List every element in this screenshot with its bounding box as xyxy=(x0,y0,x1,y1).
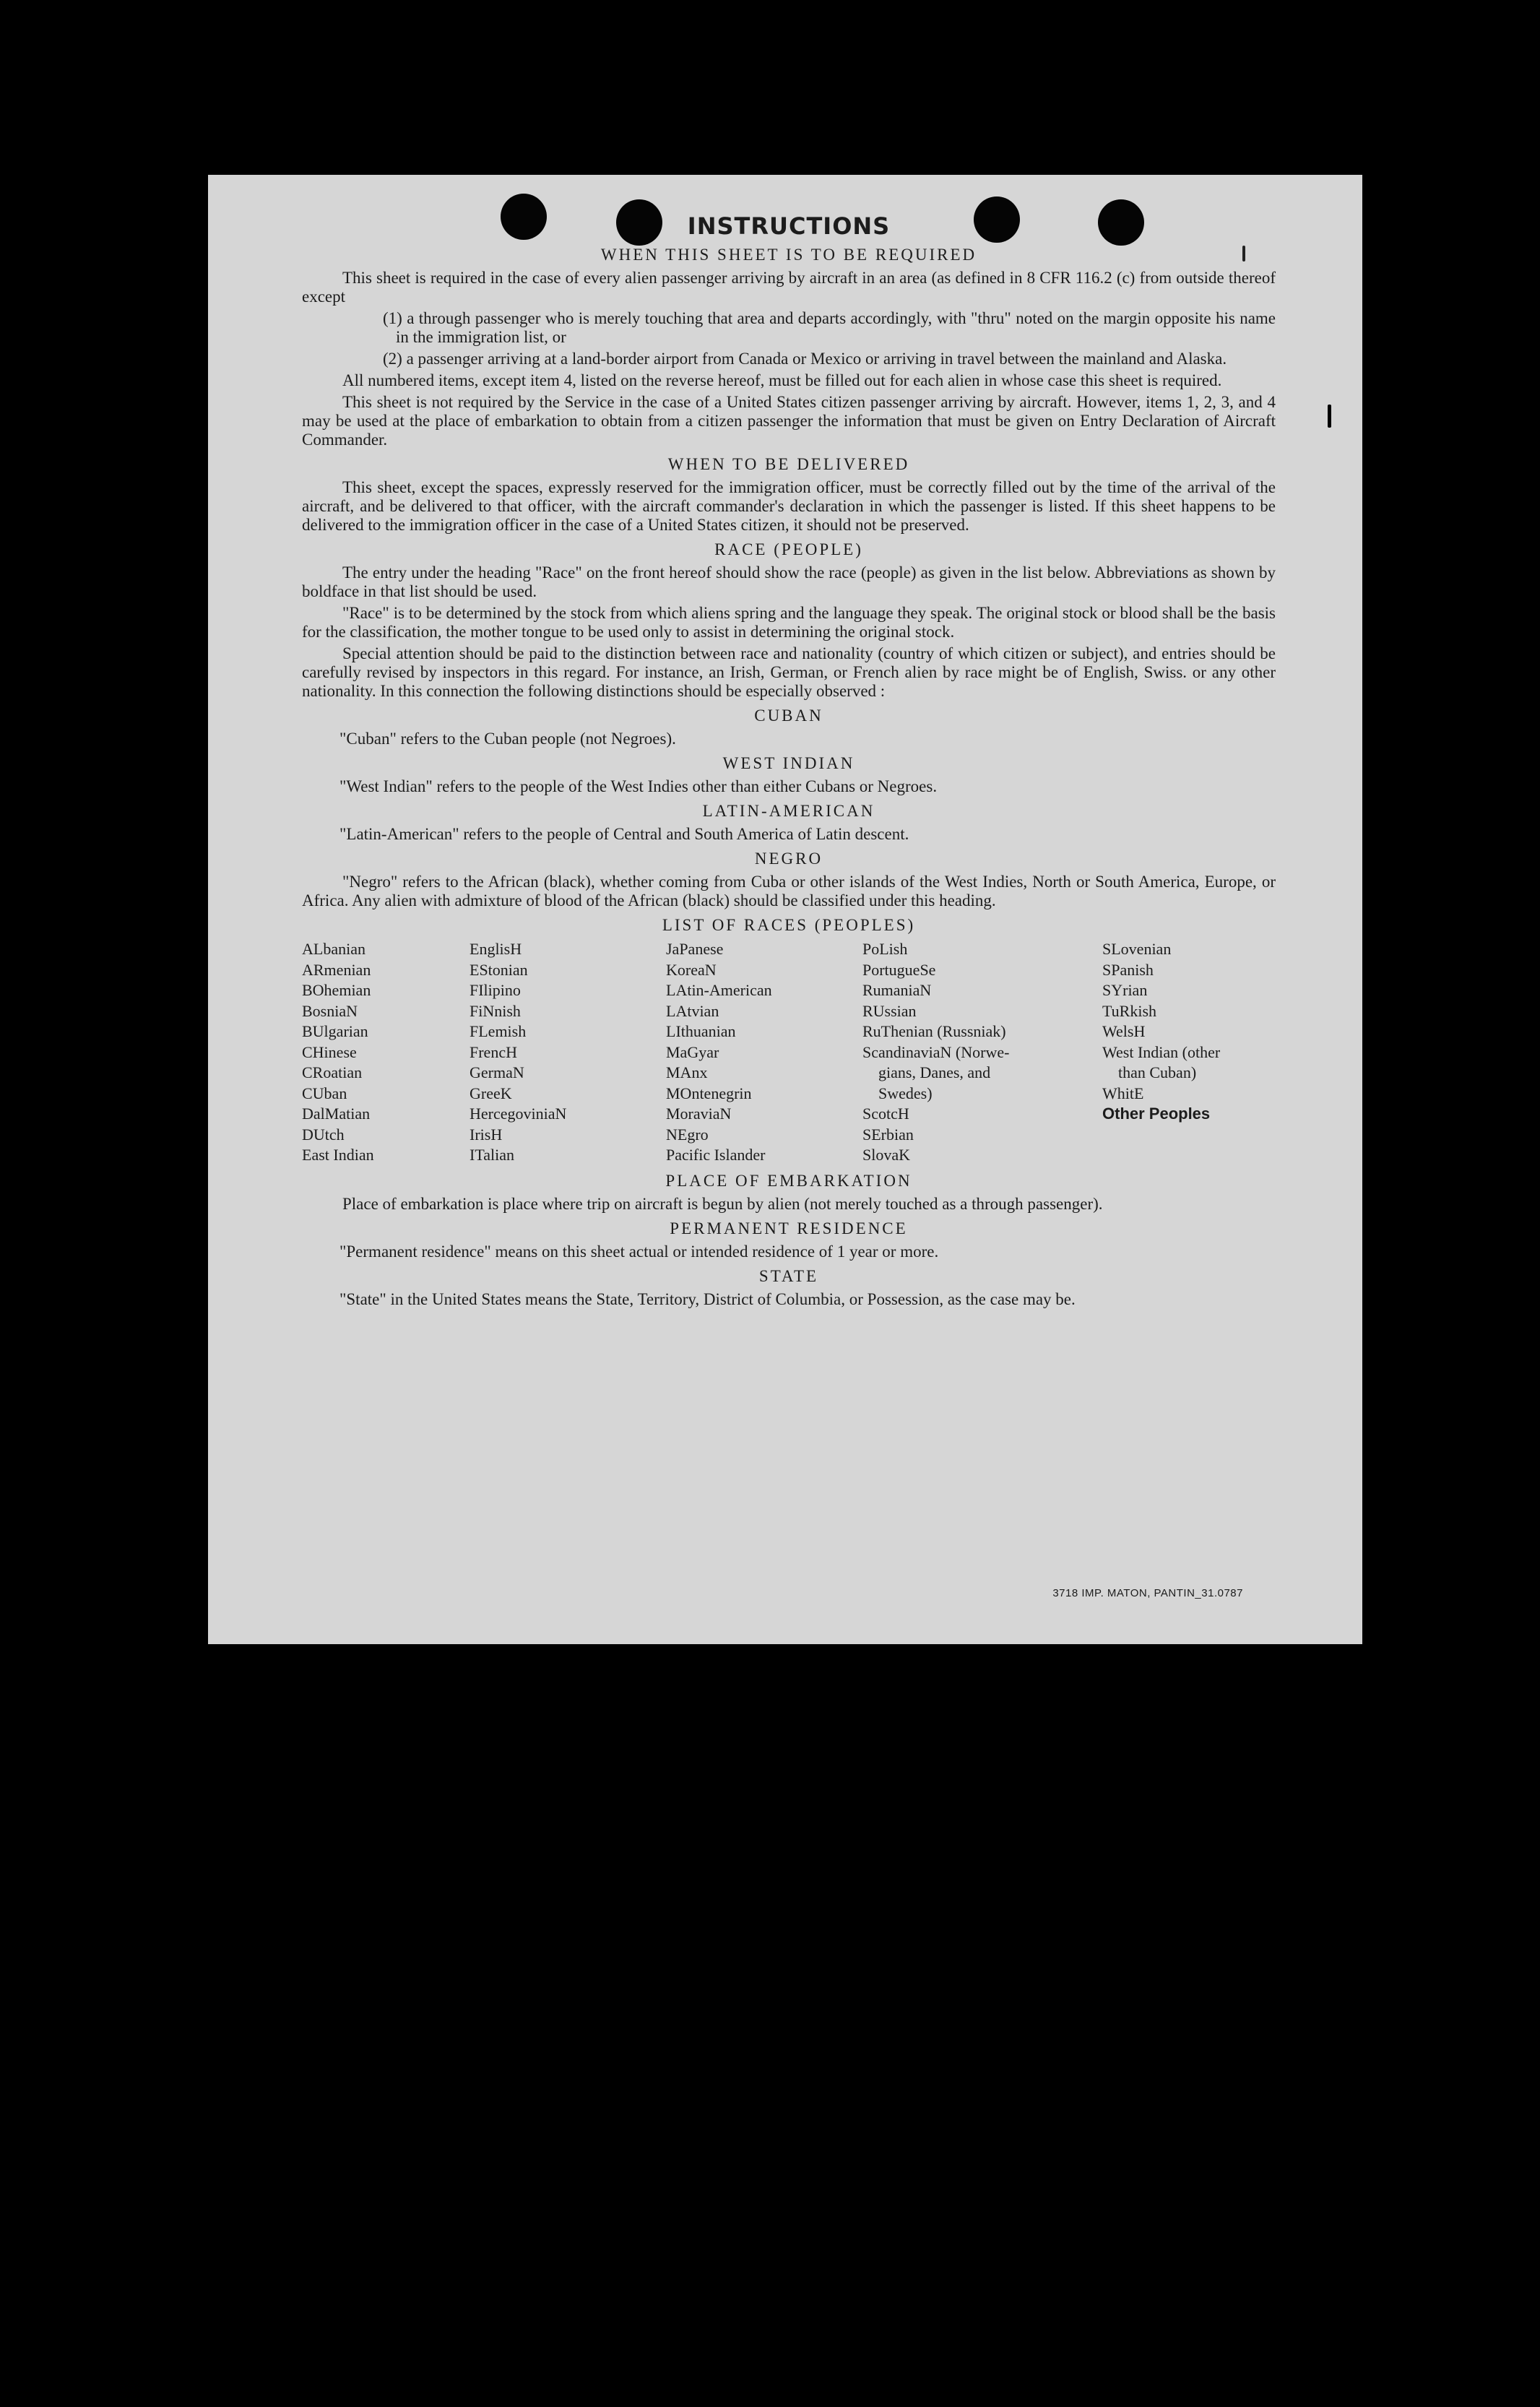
race-entry: RumaniaN xyxy=(862,981,932,999)
races-column xyxy=(1102,939,1276,1166)
paragraph: "Permanent residence" means on this sheet actual or intended residence of 1 year or more. xyxy=(339,1242,939,1261)
paragraph: This sheet is not required by the Service in the case of a United States citizen passenger arriving by aircraft. However, items 1, 2, 3, and 4 may be used at the place of embarkation to obtain from a citizen passenger the information that must be given on Entry Declaration of Aircraft Commander. xyxy=(302,393,1276,449)
race-entry: Other Peoples xyxy=(1102,1105,1211,1123)
race-entry: SlovaK xyxy=(862,1146,910,1164)
race-entry: DalMatian xyxy=(302,1105,371,1123)
section-heading-state: STATE xyxy=(758,1266,819,1285)
race-entry: IrisH xyxy=(470,1125,503,1144)
race-entry: ScotcH xyxy=(862,1105,909,1123)
race-entry: DUtch xyxy=(302,1125,345,1144)
race-entry: FIlipino xyxy=(470,981,521,999)
paragraph: This sheet is required in the case of every alien passenger arriving by aircraft in an area (as defined in 8 CFR 116.2 (c) from outside thereof except xyxy=(302,269,1276,306)
race-entry: BUlgarian xyxy=(302,1022,368,1040)
race-entry: EStonian xyxy=(470,960,528,979)
paragraph: "State" in the United States means the State, Territory, District of Columbia, or Possession, as the case may be. xyxy=(339,1289,1076,1308)
race-entry: WelsH xyxy=(1102,1022,1146,1040)
race-entry: GreeK xyxy=(470,1084,512,1102)
race-entry: CRoatian xyxy=(302,1063,363,1081)
race-entry: GermaN xyxy=(470,1063,524,1081)
paragraph: "West Indian" refers to the people of the West Indies other than either Cubans or Negroes. xyxy=(339,777,938,795)
race-entry: PortugueSe xyxy=(862,960,936,979)
punch-hole xyxy=(1098,199,1144,246)
instruction-sheet xyxy=(208,175,1362,1644)
race-entry: CHinese xyxy=(302,1042,357,1061)
race-entry: gians, Danes, and xyxy=(862,1063,991,1081)
races-table xyxy=(302,939,1276,1166)
race-entry: NEgro xyxy=(666,1125,709,1144)
race-entry: FiNnish xyxy=(470,1001,521,1020)
race-entry: KoreaN xyxy=(666,960,717,979)
paragraph: Place of embarkation is place where trip on aircraft is begun by alien (not merely touched as a through passenger). xyxy=(342,1194,1103,1213)
race-entry: than Cuban) xyxy=(1102,1063,1197,1081)
section-heading-latin-american: LATIN-AMERICAN xyxy=(702,802,875,820)
paragraph: "Latin-American" refers to the people of Central and South America of Latin descent. xyxy=(339,825,909,843)
race-entry: SYrian xyxy=(1102,981,1148,999)
paragraph: "Cuban" refers to the Cuban people (not Negroes). xyxy=(339,730,676,748)
race-entry: MaGyar xyxy=(666,1042,719,1061)
race-entry: MoraviaN xyxy=(666,1105,732,1123)
paragraph: "Negro" refers to the African (black), whether coming from Cuba or other islands of the West Indies, North or South America, Europe, or Africa. Any alien with admixture of blood of the African (black) should be classified under this heading. xyxy=(302,873,1276,909)
section-heading-when-delivered: WHEN TO BE DELIVERED xyxy=(667,455,910,473)
section-heading-west-indian: WEST INDIAN xyxy=(722,754,855,772)
races-column xyxy=(666,939,839,1166)
section-heading-residence: PERMANENT RESIDENCE xyxy=(670,1219,908,1237)
page-title: INSTRUCTIONS xyxy=(687,212,891,240)
paragraph: Special attention should be paid to the distinction between race and nationality (country of which citizen or subject), and entries should be carefully revised by inspectors in this regard. For instance, an Irish, German, or French alien by race might be of English, Swiss. or any other nationality. In this connection the following distinctions should be especially observed : xyxy=(302,644,1276,700)
race-entry: West Indian (other xyxy=(1102,1042,1221,1061)
race-entry: ScandinaviaN (Norwe- xyxy=(862,1042,1010,1061)
race-entry: ALbanian xyxy=(302,940,365,958)
race-entry: EnglisH xyxy=(470,940,522,958)
page-speck xyxy=(1328,405,1331,428)
paragraph: All numbered items, except item 4, listed on the reverse hereof, must be filled out for each alien in whose case this sheet is required. xyxy=(342,371,1222,389)
punch-hole xyxy=(974,196,1020,243)
punch-hole xyxy=(501,194,547,240)
race-entry: WhitE xyxy=(1102,1084,1144,1102)
race-entry: BOhemian xyxy=(302,981,371,999)
race-entry: LAtin-American xyxy=(666,981,772,999)
list-item: (2) a passenger arriving at a land-border airport from Canada or Mexico or arriving in travel between the mainland and Alaska. xyxy=(383,350,1227,368)
list-item: (1) a through passenger who is merely touching that area and departs accordingly, with "thru" noted on the margin opposite his name in the immigration list, or xyxy=(383,309,1276,346)
printer-code: 3718 IMP. MATON, PANTIN_31.0787 xyxy=(1052,1587,1243,1599)
race-entry: Pacific Islander xyxy=(666,1146,766,1164)
races-column xyxy=(470,939,643,1166)
section-heading-cuban: CUBAN xyxy=(754,706,823,725)
section-heading-embarkation: PLACE OF EMBARKATION xyxy=(665,1171,912,1190)
race-entry: SPanish xyxy=(1102,960,1154,979)
page-speck xyxy=(1242,246,1245,262)
race-entry: LIthuanian xyxy=(666,1022,736,1040)
paragraph: This sheet, except the spaces, expressly reserved for the immigration officer, must be correctly filled out by the time of the arrival of the aircraft, and be delivered to that officer, with the aircraft commander's declaration in which the passenger is listed. If this sheet happens to be delivered to the immigration officer in the case of a United States citizen, it should not be preserved. xyxy=(302,478,1276,534)
race-entry: FrencH xyxy=(470,1042,517,1061)
race-entry: ITalian xyxy=(470,1146,514,1164)
races-column xyxy=(862,939,1079,1166)
race-entry: BosniaN xyxy=(302,1001,358,1020)
race-entry: RUssian xyxy=(862,1001,917,1020)
race-entry: SErbian xyxy=(862,1125,914,1144)
race-entry: MAnx xyxy=(666,1063,708,1081)
races-column xyxy=(302,939,446,1166)
race-entry: Swedes) xyxy=(862,1084,933,1102)
race-entry: MOntenegrin xyxy=(666,1084,752,1102)
race-entry: CUban xyxy=(302,1084,347,1102)
race-entry: TuRkish xyxy=(1102,1001,1157,1020)
race-entry: SLovenian xyxy=(1102,940,1172,958)
race-entry: RuThenian (Russniak) xyxy=(862,1022,1006,1040)
race-entry: PoLish xyxy=(862,940,908,958)
section-heading-negro: NEGRO xyxy=(754,850,823,868)
section-heading-races-list: LIST OF RACES (PEOPLES) xyxy=(662,916,916,934)
section-heading-when-required: WHEN THIS SHEET IS TO BE REQUIRED xyxy=(600,246,977,264)
race-entry: JaPanese xyxy=(666,940,724,958)
race-entry: FLemish xyxy=(470,1022,527,1040)
paragraph: The entry under the heading "Race" on the front hereof should show the race (people) as given in the list below. Abbreviations as shown by boldface in that list should be used. xyxy=(302,563,1276,600)
race-entry: HercegoviniaN xyxy=(470,1105,567,1123)
race-entry: East Indian xyxy=(302,1146,374,1164)
section-heading-race: RACE (PEOPLE) xyxy=(714,540,863,558)
race-entry: ARmenian xyxy=(302,960,371,979)
punch-hole xyxy=(616,199,662,246)
paragraph: "Race" is to be determined by the stock from which aliens spring and the language they speak. The original stock or blood shall be the basis for the classification, the mother tongue to be used only to assist in determining the original stock. xyxy=(302,604,1276,641)
race-entry: LAtvian xyxy=(666,1001,719,1020)
